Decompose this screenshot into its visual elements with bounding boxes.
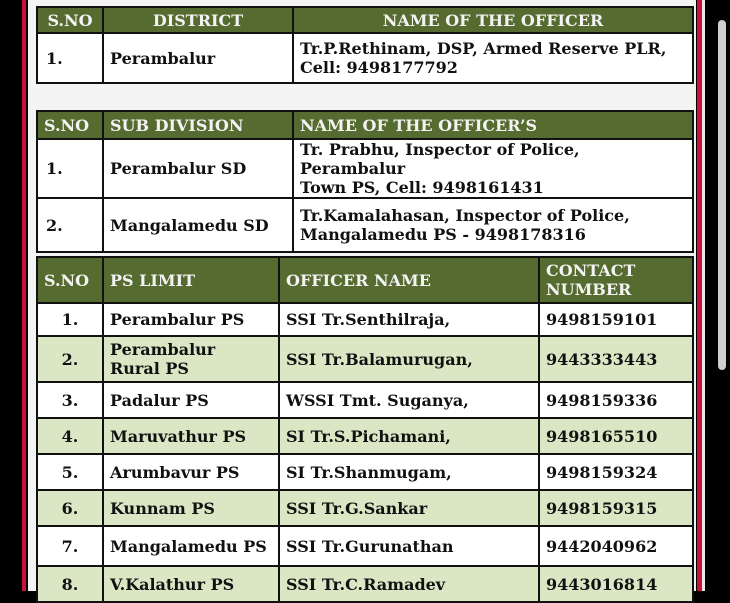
table-row (37, 566, 693, 602)
row-ps-limit: Arumbavur PS (103, 454, 279, 490)
officer-line-2: Mangalamedu PS - 9498178316 (300, 225, 586, 244)
officer-line-2: Cell: 9498177792 (300, 58, 458, 77)
officer-line-1: Tr. Prabhu, Inspector of Police, Perambalur (300, 140, 580, 178)
row-officer: SSI Tr.G.Sankar (279, 490, 539, 526)
row-contact: 9442040962 (539, 526, 693, 566)
row-officer (293, 198, 693, 252)
row-ps-limit: V.Kalathur PS (103, 566, 279, 602)
row-sno: 5. (37, 454, 103, 490)
row-officer: SSI Tr.Balamurugan, (279, 336, 539, 382)
row-subdivision: Perambalur SD (103, 139, 293, 198)
header-ps-limit: PS LIMIT (103, 257, 279, 303)
row-sno: 3. (37, 382, 103, 418)
row-officer: WSSI Tmt. Suganya, (279, 382, 539, 418)
row-contact: 9498159101 (539, 303, 693, 336)
ps-line-1: Perambalur (110, 340, 216, 359)
row-officer (293, 33, 693, 83)
row-officer: SSI Tr.C.Ramadev (279, 566, 539, 602)
scrollbar-thumb[interactable] (718, 20, 726, 370)
row-contact: 9498159315 (539, 490, 693, 526)
row-sno: 1. (37, 139, 103, 198)
subdivision-officer-table (36, 110, 694, 253)
row-officer: SSI Tr.Senthilraja, (279, 303, 539, 336)
table-row (37, 33, 693, 83)
header-sno: S.NO (37, 111, 103, 139)
row-sno: 2. (37, 336, 103, 382)
header-subdivision: SUB DIVISION (103, 111, 293, 139)
row-sno: 6. (37, 490, 103, 526)
ps-line-2: Rural PS (110, 359, 189, 378)
table-row (37, 526, 693, 566)
row-district: Perambalur (103, 33, 293, 83)
table-row (37, 490, 693, 526)
row-subdivision: Mangalamedu SD (103, 198, 293, 252)
row-contact: 9443016814 (539, 566, 693, 602)
row-sno: 8. (37, 566, 103, 602)
row-contact: 9498159324 (539, 454, 693, 490)
header-contact-line-1: CONTACT (546, 261, 636, 280)
table-row (37, 303, 693, 336)
row-ps-limit (103, 336, 279, 382)
right-frame-highlight (702, 0, 705, 591)
officer-line-1: Tr.P.Rethinam, DSP, Armed Reserve PLR, (300, 39, 667, 58)
table-header-row (37, 7, 693, 33)
row-sno: 1. (37, 33, 103, 83)
row-sno: 7. (37, 526, 103, 566)
row-sno: 4. (37, 418, 103, 454)
table-header-row (37, 111, 693, 139)
officer-line-2: Town PS, Cell: 9498161431 (300, 178, 544, 197)
left-frame-stripe (22, 0, 26, 591)
header-contact-number (539, 257, 693, 303)
row-sno: 1. (37, 303, 103, 336)
table-header-row (37, 257, 693, 303)
header-contact-line-2: NUMBER (546, 280, 632, 299)
district-officer-table (36, 6, 694, 84)
police-station-table (36, 256, 694, 603)
row-contact: 9498159336 (539, 382, 693, 418)
row-ps-limit: Kunnam PS (103, 490, 279, 526)
row-ps-limit: Perambalur PS (103, 303, 279, 336)
row-ps-limit: Mangalamedu PS (103, 526, 279, 566)
row-officer (293, 139, 693, 198)
row-ps-limit: Padalur PS (103, 382, 279, 418)
table-row (37, 336, 693, 382)
header-officer-name: NAME OF THE OFFICER (293, 7, 693, 33)
row-ps-limit: Maruvathur PS (103, 418, 279, 454)
header-sno: S.NO (37, 257, 103, 303)
officer-line-1: Tr.Kamalahasan, Inspector of Police, (300, 206, 630, 225)
table-row (37, 418, 693, 454)
row-officer: SI Tr.S.Pichamani, (279, 418, 539, 454)
row-sno: 2. (37, 198, 103, 252)
header-district: DISTRICT (103, 7, 293, 33)
row-officer: SSI Tr.Gurunathan (279, 526, 539, 566)
row-contact: 9443333443 (539, 336, 693, 382)
table-row (37, 382, 693, 418)
header-sno: S.NO (37, 7, 103, 33)
row-contact: 9498165510 (539, 418, 693, 454)
table-row (37, 139, 693, 198)
row-officer: SI Tr.Shanmugam, (279, 454, 539, 490)
header-officer-name: OFFICER NAME (279, 257, 539, 303)
table-row (37, 198, 693, 252)
table-row (37, 454, 693, 490)
header-officer-names: NAME OF THE OFFICER’S (293, 111, 693, 139)
